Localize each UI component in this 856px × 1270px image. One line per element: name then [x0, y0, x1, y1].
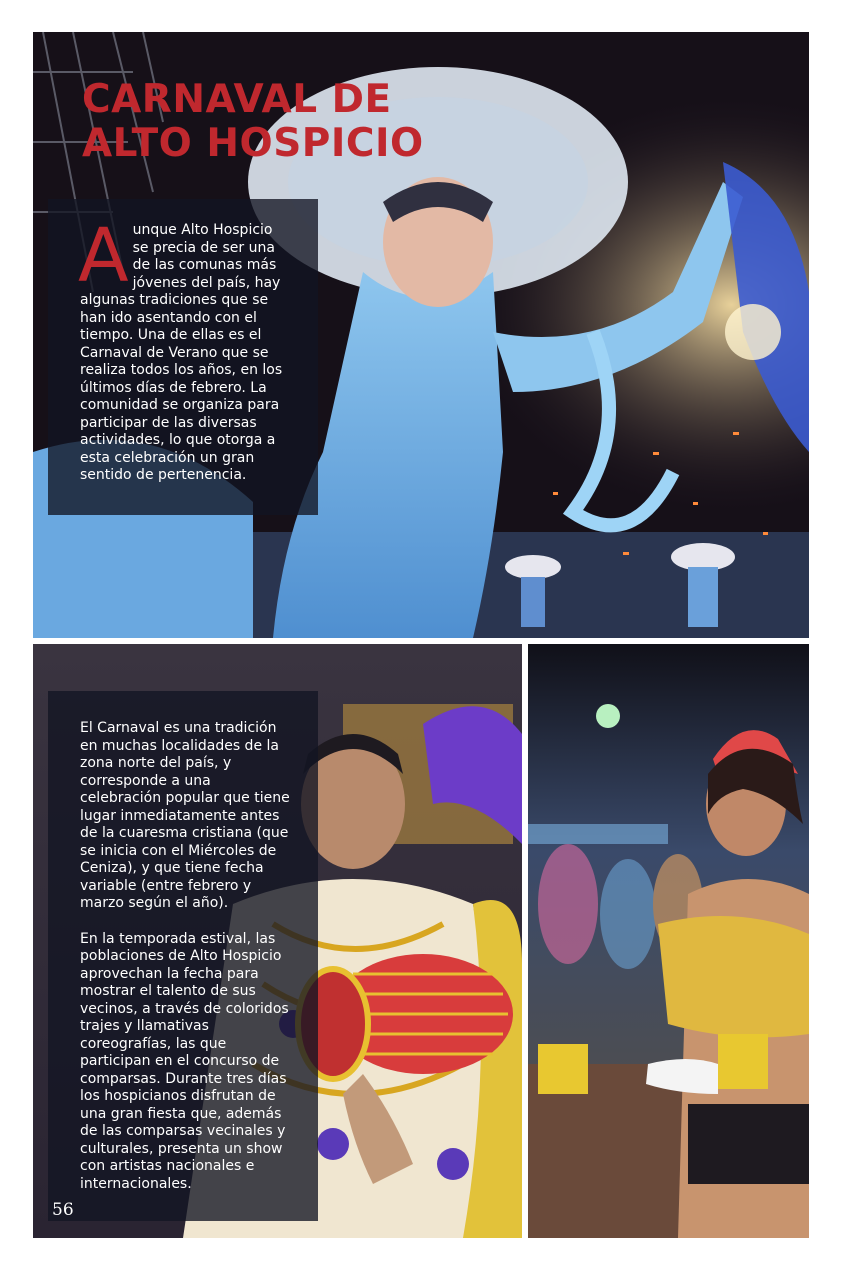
intro-paragraph-text: unque Alto Hospicio se precia de ser una de las comunas más jóvenes del país, hay algunas tradiciones que se han ido asentando con el tiempo. Una de ellas es el Carnaval de Verano que se realiza todos los años, en los últimos días de febrero. La comunidad se organiza para participar de las diversas actividades, lo que otorga a esta celebración un gran sentido de pertenencia.	[80, 222, 283, 483]
gold-costume-dancer-photo	[528, 644, 809, 1238]
body-text	[80, 720, 290, 1211]
article-title	[82, 78, 424, 166]
page-number: 56	[52, 1200, 74, 1220]
title-line-2: ALTO HOSPICIO	[82, 121, 424, 166]
drop-cap: A	[78, 213, 129, 299]
title-line-1: CARNAVAL DE	[82, 77, 392, 122]
body-paragraph-1: El Carnaval es una tradición en muchas localidades de la zona norte del país, y corresponde a una celebración popular que tiene lugar inmediatamente antes de la cuaresma cristiana (que se inicia con el Miércoles de Ceniza), y que tiene fecha variable (entre febrero y marzo según el año).	[80, 720, 290, 911]
body-paragraph-2: En la temporada estival, las poblaciones de Alto Hospicio aprovechan la fecha para mostrar el talento de sus vecinos, a través de coloridos trajes y llamativas coreografías, las que participan en el concurso de comparsas. Durante tres días los hospicianos disfrutan de una gran fiesta que, además de las comparsas vecinales y culturales, presenta un show con artistas nacionales e internacionales.	[80, 930, 289, 1192]
intro-paragraph	[78, 213, 290, 485]
